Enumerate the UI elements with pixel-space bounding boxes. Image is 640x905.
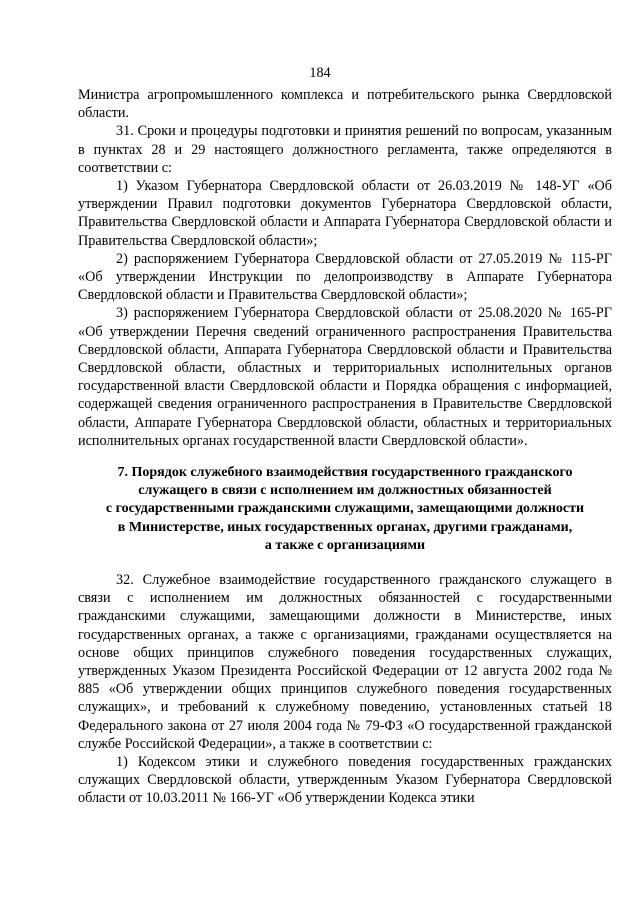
- paragraph-32: 32. Служебное взаимодействие государственного гражданского служащего в связи с исполнением им должностных обязанностей с государственными гражданскими служащими, замещающими должности в Министерстве, иных государственных органах, а также с организациями, гражданами осуществляется на основе общих принципов служебного поведения государственных служащих, утвержденных Указом Президента Российской Федерации от 12 августа 2002 года № 885 «Об утверждении общих принципов служебного поведения государственных служащих», и требований к служебному поведению, установленных статьей 18 Федерального закона от 27 июля 2004 года № 79-ФЗ «О государственной гражданской службе Российской Федерации», а также в соответствии с:: [78, 572, 612, 752]
- bottom-text-block: [78, 571, 612, 808]
- section-heading: [78, 464, 612, 555]
- heading-line: а также с организациями: [264, 537, 426, 553]
- paragraph-31: 31. Сроки и процедуры подготовки и принятия решений по вопросам, указанным в пунктах 28 и 29 настоящего должностного регламента, также определяются в соответствии с:: [78, 123, 612, 176]
- list-item-2: 2) распоряжением Губернатора Свердловской области от 27.05.2019 № 115-РГ «Об утверждении Инструкции по делопроизводству в Аппарате Губернатора Свердловской области и Правительства Свердловской области»;: [78, 250, 612, 304]
- heading-line: в Министерстве, иных государственных органах, другими гражданами,: [117, 519, 573, 535]
- list-item-1: 1) Указом Губернатора Свердловской области от 26.03.2019 № 148-УГ «Об утверждении Правил подготовки документов Губернатора Свердловской области, Правительства Свердловской области и Аппарата Губернатора Свердловской области и Правительства Свердловской области»;: [78, 178, 612, 249]
- paragraph-continuation: Министра агропромышленного комплекса и потребительского рынка Свердловской области.: [78, 87, 612, 122]
- heading-line: с государственными гражданскими служащими, замещающими должности: [105, 501, 585, 517]
- page-number: 184: [309, 65, 331, 81]
- heading-line: 7. Порядок служебного взаимодействия государственного гражданского: [117, 465, 573, 480]
- list-item-3: 3) распоряжением Губернатора Свердловской области от 25.08.2020 № 165-РГ «Об утверждении Перечня сведений ограниченного распространения Правительства Свердловской области, Аппарата Губернатора Свердловской области и Правительства Свердловской области, областных и территориальных исполнительных органов государственной власти Свердловской области и Порядка обращения с информацией, содержащей сведения ограниченного распространения в Правительстве Свердловской области, Аппарате Губернатора Свердловской области, областных и территориальных исполнительных органах государственной власти Свердловской области».: [78, 305, 612, 449]
- list-item-1: 1) Кодексом этики и служебного поведения государственных гражданских служащих Свердловской области, утвержденным Указом Губернатора Свердловской области от 10.03.2011 № 166-УГ «Об утверждении Кодекса этики: [78, 754, 612, 807]
- heading-line: служащего в связи с исполнением им должностных обязанностей: [138, 483, 552, 499]
- top-text-block: [78, 86, 612, 450]
